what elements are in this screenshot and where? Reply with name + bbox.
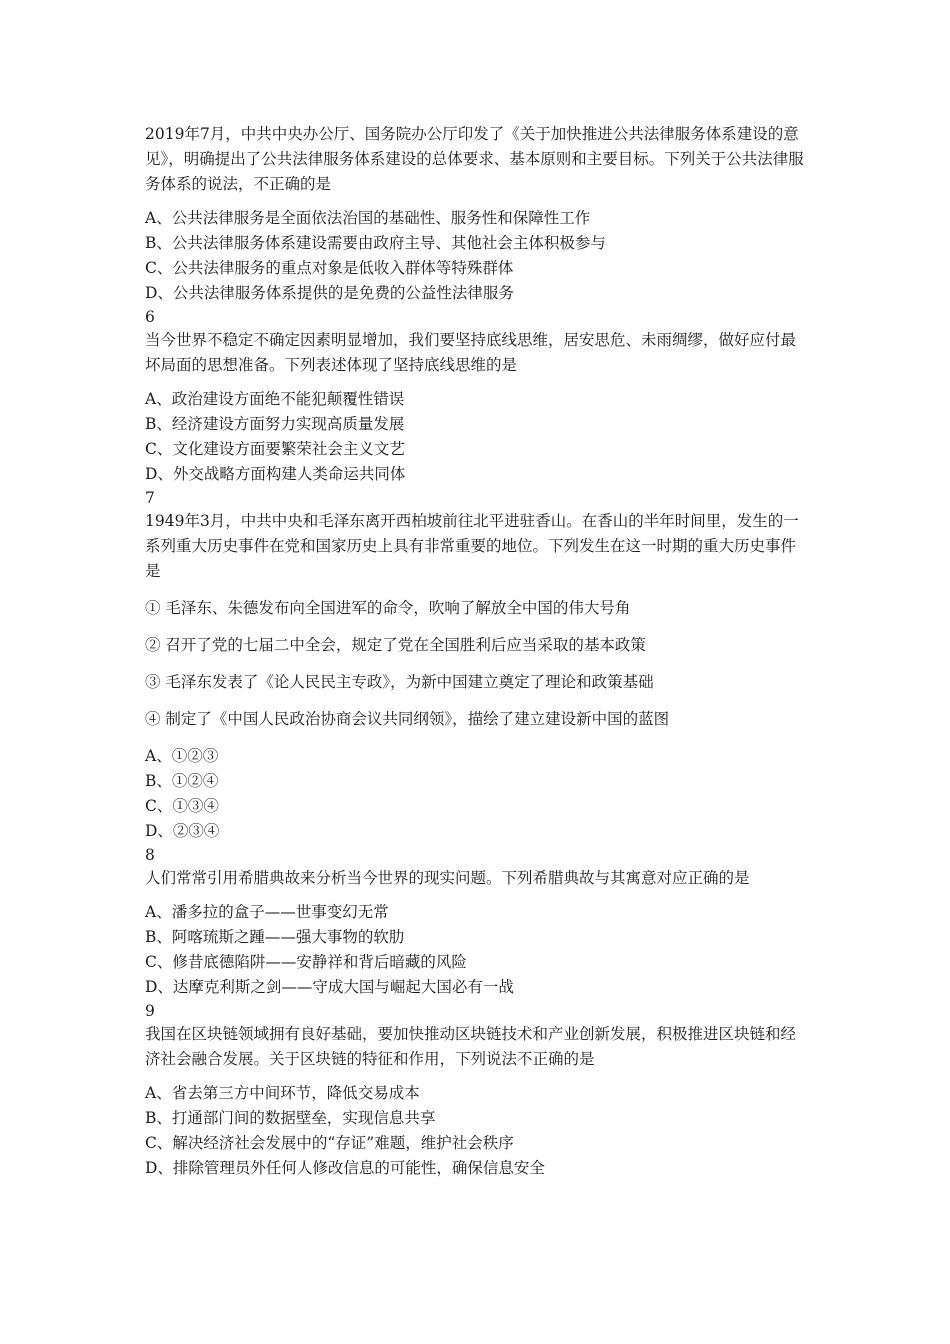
question-stem: 我国在区块链领域拥有良好基础，要加快推动区块链技术和产业创新发展，积极推进区块链和经济社会融合发展。关于区块链的特征和作用，下列说法不正确的是	[145, 1025, 797, 1068]
option-a: A、政治建设方面绝不能犯颠覆性错误	[145, 390, 405, 408]
question-8	[145, 844, 810, 1000]
option-b: B、公共法律服务体系建设需要由政府主导、其他社会主体积极参与	[145, 234, 606, 252]
option-c: C、文化建设方面要繁荣社会主义文艺	[145, 440, 405, 458]
option-c: C、解决经济社会发展中的“存证”难题，维护社会秩序	[145, 1134, 514, 1152]
option-list	[145, 744, 810, 844]
option-list	[145, 900, 810, 1000]
option-a: A、①②③	[145, 747, 219, 765]
question-number: 6	[145, 308, 155, 326]
option-c: C、修昔底德陷阱——安静祥和背后暗藏的风险	[145, 953, 467, 971]
option-d: D、达摩克利斯之剑——守成大国与崛起大国必有一战	[145, 978, 514, 996]
statement-2: ② 召开了党的七届二中全会，规定了党在全国胜利后应当采取的基本政策	[145, 636, 646, 654]
question-7	[145, 487, 810, 844]
question-number: 7	[145, 489, 155, 507]
question-9	[145, 1000, 810, 1181]
question-6	[145, 306, 810, 487]
option-d: D、②③④	[145, 822, 220, 840]
statement-3: ③ 毛泽东发表了《论人民民主专政》，为新中国建立奠定了理论和政策基础	[145, 673, 654, 691]
option-d: D、排除管理员外任何人修改信息的可能性，确保信息安全	[145, 1159, 545, 1177]
option-c: C、公共法律服务的重点对象是低收入群体等特殊群体	[145, 259, 514, 277]
option-a: A、省去第三方中间环节，降低交易成本	[145, 1084, 420, 1102]
option-c: C、①③④	[145, 797, 219, 815]
question-5	[145, 122, 810, 306]
option-list	[145, 1081, 810, 1181]
question-stem: 人们常常引用希腊典故来分析当今世界的现实问题。下列希腊典故与其寓意对应正确的是	[145, 869, 750, 887]
document-page	[145, 122, 810, 1181]
question-number: 8	[145, 846, 155, 864]
option-b: B、打通部门间的数据壁垒，实现信息共享	[145, 1109, 436, 1127]
option-b: B、经济建设方面努力实现高质量发展	[145, 415, 405, 433]
question-stem: 1949年3月，中共中央和毛泽东离开西柏坡前往北平进驻香山。在香山的半年时间里，发生的一系列重大历史事件在党和国家历史上具有非常重要的地位。下列发生在这一时期的重大历史事件是	[145, 512, 799, 580]
option-list	[145, 387, 810, 487]
question-stem: 2019年7月，中共中央办公厅、国务院办公厅印发了《关于加快推进公共法律服务体系建设的意见》，明确提出了公共法律服务体系建设的总体要求、基本原则和主要目标。下列关于公共法律服务体系的说法，不正确的是	[145, 125, 804, 193]
question-number: 9	[145, 1002, 155, 1020]
option-a: A、潘多拉的盒子——世事变幻无常	[145, 903, 389, 921]
option-d: D、公共法律服务体系提供的是免费的公益性法律服务	[145, 284, 514, 302]
option-b: B、①②④	[145, 772, 219, 790]
statement-list	[145, 596, 810, 732]
option-list	[145, 206, 810, 306]
statement-1: ① 毛泽东、朱德发布向全国进军的命令，吹响了解放全中国的伟大号角	[145, 599, 631, 617]
statement-4: ④ 制定了《中国人民政治协商会议共同纲领》，描绘了建立建设新中国的蓝图	[145, 710, 670, 728]
option-b: B、阿喀琉斯之踵——强大事物的软肋	[145, 928, 405, 946]
option-a: A、公共法律服务是全面依法治国的基础性、服务性和保障性工作	[145, 209, 591, 227]
question-stem: 当今世界不稳定不确定因素明显增加，我们要坚持底线思维，居安思危、未雨绸缪，做好应付最坏局面的思想准备。下列表述体现了坚持底线思维的是	[145, 331, 797, 374]
option-d: D、外交战略方面构建人类命运共同体	[145, 465, 406, 483]
